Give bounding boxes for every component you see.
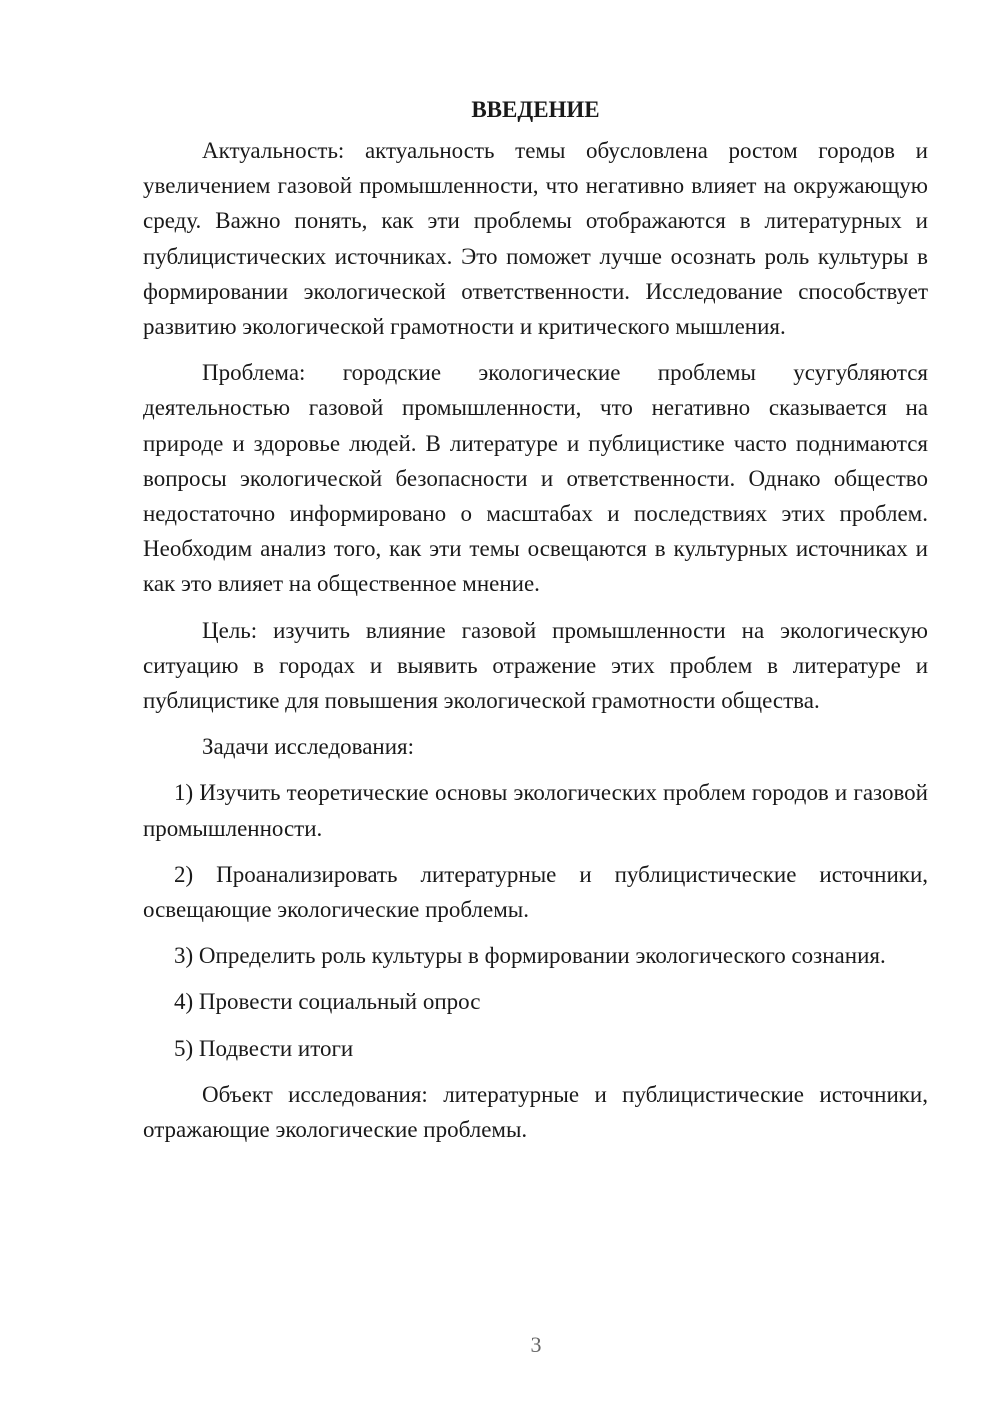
document-page [143,92,928,1158]
paragraph-relevance: Актуальность: актуальность темы обусловлена ростом городов и увеличением газовой промышленности, что негативно влияет на окружающую среду. Важно понять, как эти проблемы отображаются в литературных и публицистических источниках. Это поможет лучше осознать роль культуры в формировании экологической ответственности. Исследование способствует развитию экологической грамотности и критического мышления. [143,138,928,340]
section-heading: ВВЕДЕНИЕ [471,97,600,122]
page-number: 3 [530,1332,542,1357]
task-item-3: 3) Определить роль культуры в формировании экологического сознания. [174,943,886,969]
task-item-2: 2) Проанализировать литературные и публицистические источники, освещающие экологические проблемы. [143,861,928,923]
paragraph-goal: Цель: изучить влияние газовой промышленности на экологическую ситуацию в городах и выявить отражение этих проблем в литературе и публицистике для повышения экологической грамотности общества. [143,617,928,714]
paragraph-object: Объект исследования: литературные и публицистические источники, отражающие экологические проблемы. [143,1081,928,1143]
paragraph-tasks-heading: Задачи исследования: [202,734,415,760]
task-item-5: 5) Подвести итоги [174,1035,354,1061]
task-item-4: 4) Провести социальный опрос [174,989,481,1015]
paragraph-problem: Проблема: городские экологические проблемы усугубляются деятельностью газовой промышленности, что негативно сказывается на природе и здоровье людей. В литературе и публицистике часто поднимаются вопросы экологической безопасности и ответственности. Однако общество недостаточно информировано о масштабах и последствиях этих проблем. Необходим анализ того, как эти темы освещаются в культурных источниках и как это влияет на общественное мнение. [143,360,928,597]
task-item-1: 1) Изучить теоретические основы экологических проблем городов и газовой промышленности. [143,780,928,841]
